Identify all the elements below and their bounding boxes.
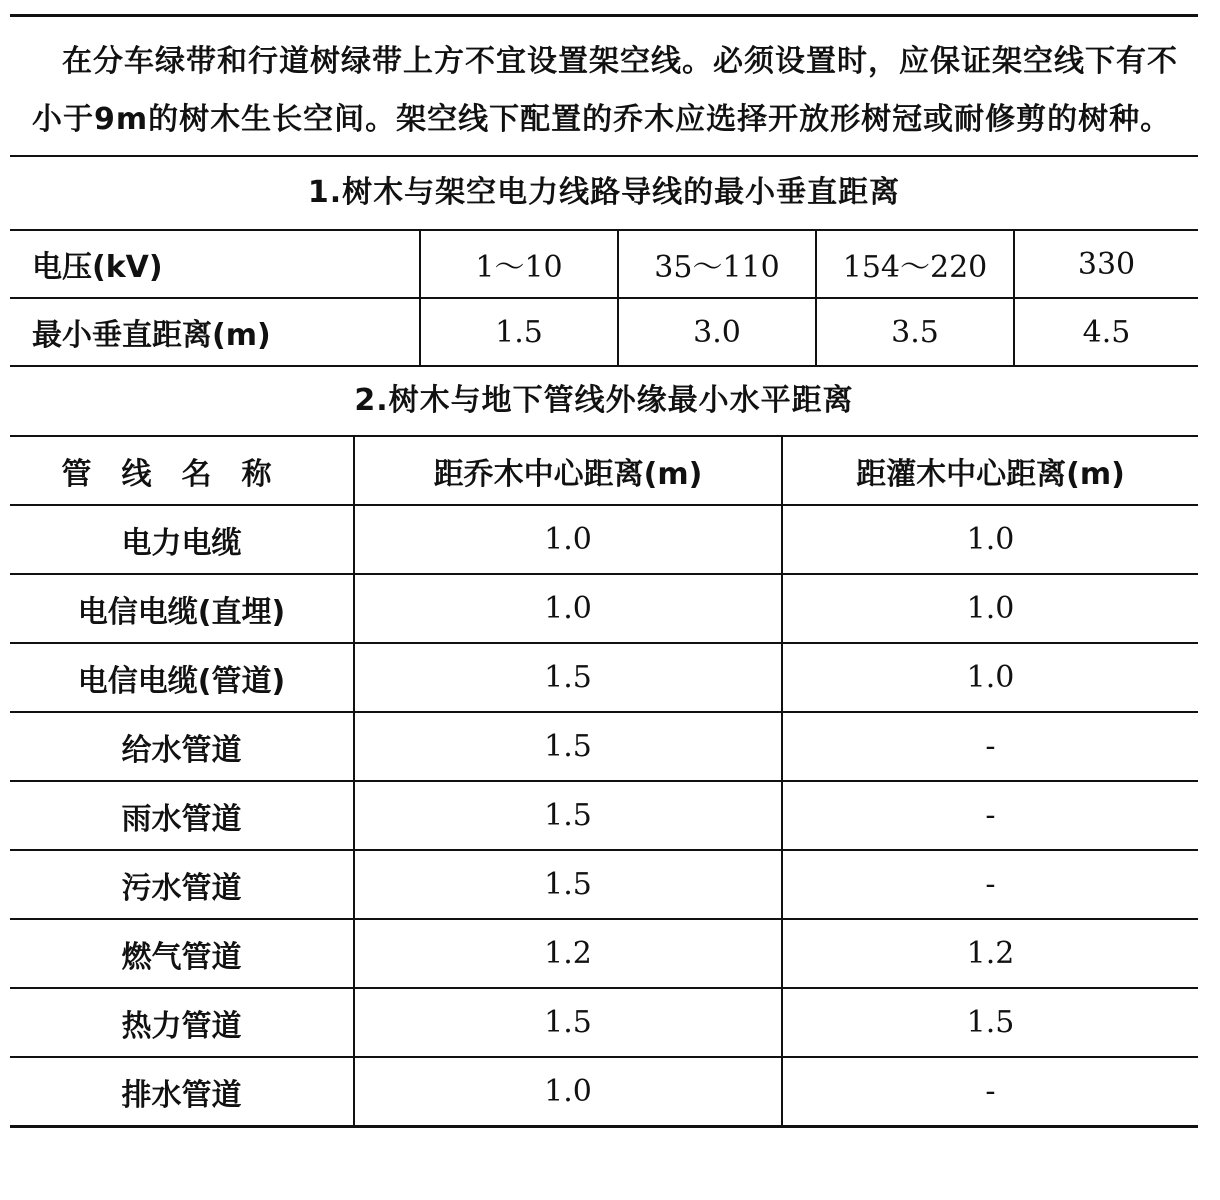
table-row — [10, 988, 1198, 1057]
table-row — [10, 505, 1198, 574]
shrub-distance: - — [782, 712, 1198, 781]
pipeline-name: 给水管道 — [10, 712, 354, 781]
shrub-distance: - — [782, 850, 1198, 919]
tree-distance: 1.5 — [354, 712, 782, 781]
table-row — [10, 850, 1198, 919]
pipeline-name: 排水管道 — [10, 1057, 354, 1127]
tree-distance: 1.5 — [354, 643, 782, 712]
distance-cell: 1.5 — [420, 298, 618, 366]
table-row — [10, 230, 1198, 298]
shrub-distance: - — [782, 781, 1198, 850]
voltage-label: 电压(kV) — [10, 230, 420, 298]
voltage-cell: 1～10 — [420, 230, 618, 298]
tree-distance: 1.0 — [354, 505, 782, 574]
table-row — [10, 574, 1198, 643]
power-line-distance-table — [10, 229, 1198, 367]
table-header-row — [10, 436, 1198, 505]
intro-paragraph: 在分车绿带和行道树绿带上方不宜设置架空线。必须设置时，应保证架空线下有不小于9m的树木生长空间。架空线下配置的乔木应选择开放形树冠或耐修剪的树种。 — [32, 44, 1178, 137]
shrub-distance: - — [782, 1057, 1198, 1127]
voltage-cell: 35～110 — [618, 230, 816, 298]
shrub-distance: 1.5 — [782, 988, 1198, 1057]
table-row — [10, 298, 1198, 366]
pipeline-name: 电信电缆(管道) — [10, 643, 354, 712]
distance-cell: 3.0 — [618, 298, 816, 366]
pipeline-name: 电信电缆(直埋) — [10, 574, 354, 643]
tree-distance: 1.2 — [354, 919, 782, 988]
pipeline-name: 雨水管道 — [10, 781, 354, 850]
shrub-distance: 1.2 — [782, 919, 1198, 988]
table-row — [10, 712, 1198, 781]
column-header-tree-distance: 距乔木中心距离(m) — [354, 436, 782, 505]
table-row — [10, 643, 1198, 712]
shrub-distance: 1.0 — [782, 643, 1198, 712]
shrub-distance: 1.0 — [782, 574, 1198, 643]
shrub-distance: 1.0 — [782, 505, 1198, 574]
tree-distance: 1.5 — [354, 988, 782, 1057]
voltage-cell: 330 — [1014, 230, 1198, 298]
column-header-shrub-distance: 距灌木中心距离(m) — [782, 436, 1198, 505]
pipeline-name: 燃气管道 — [10, 919, 354, 988]
pipeline-distance-table — [10, 435, 1198, 1128]
table-row — [10, 1057, 1198, 1127]
document-page — [10, 14, 1198, 1128]
distance-label: 最小垂直距离(m) — [10, 298, 420, 366]
tree-distance: 1.0 — [354, 1057, 782, 1127]
distance-cell: 3.5 — [816, 298, 1014, 366]
tree-distance: 1.0 — [354, 574, 782, 643]
tree-distance: 1.5 — [354, 781, 782, 850]
pipeline-name: 电力电缆 — [10, 505, 354, 574]
table1-title: 1.树木与架空电力线路导线的最小垂直距离 — [307, 175, 901, 210]
pipeline-name: 热力管道 — [10, 988, 354, 1057]
table2-title: 2.树木与地下管线外缘最小水平距离 — [354, 383, 854, 418]
distance-cell: 4.5 — [1014, 298, 1198, 366]
column-header-pipeline-name: 管线名称 — [10, 436, 354, 505]
pipeline-name: 污水管道 — [10, 850, 354, 919]
table-row — [10, 781, 1198, 850]
table-row — [10, 919, 1198, 988]
tree-distance: 1.5 — [354, 850, 782, 919]
voltage-cell: 154～220 — [816, 230, 1014, 298]
